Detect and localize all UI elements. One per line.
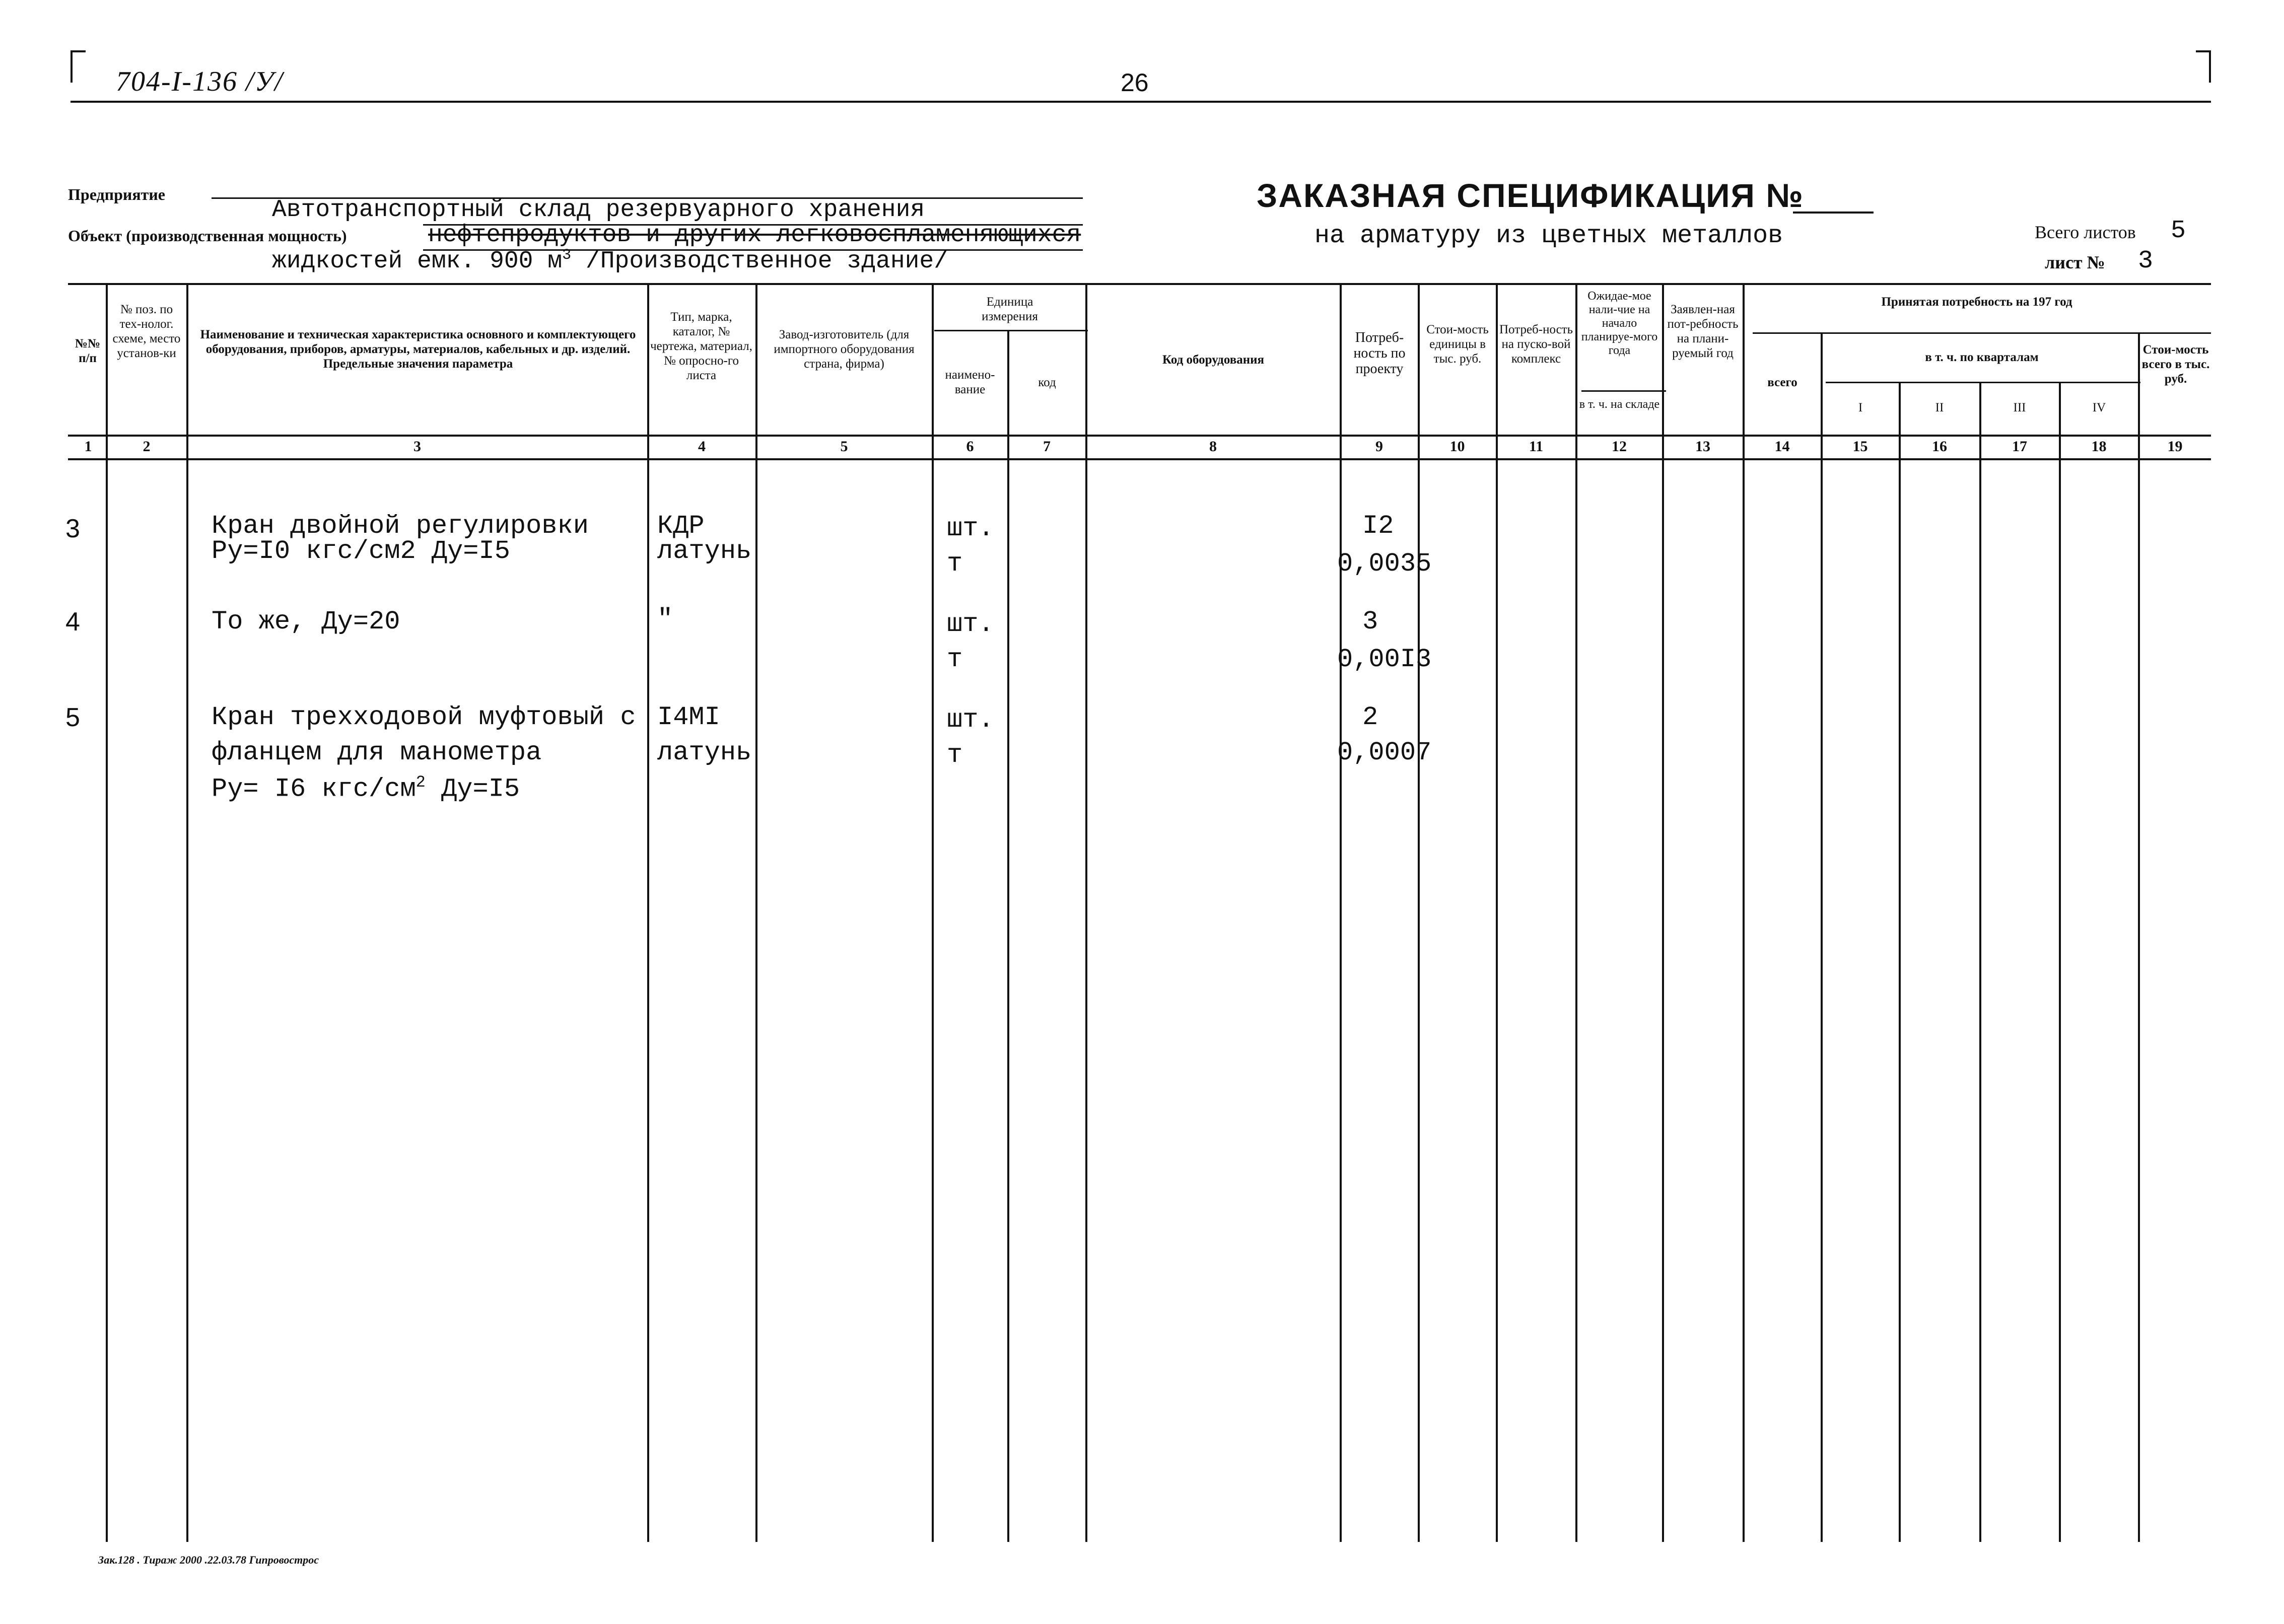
header-equipment-code: Код оборудования <box>1162 353 1265 367</box>
col-line-6 <box>1085 283 1087 1542</box>
colnum-14: 14 <box>1774 438 1790 455</box>
colnum-19: 19 <box>2167 438 2183 455</box>
row-5-name-3-sup: 2 <box>416 773 426 792</box>
row-5-unit-2: т <box>947 740 963 770</box>
header-rule <box>71 101 2211 103</box>
quarters-group-rule <box>1826 382 2140 383</box>
col-line-11 <box>1662 283 1664 1542</box>
object-line-2: нефтепродуктов и других легковоспламеняющихся <box>428 222 1081 249</box>
row-4-need-2: 0,00I3 <box>1337 645 1432 674</box>
object-line-3 <box>272 247 948 275</box>
colnum-12: 12 <box>1612 438 1627 455</box>
table-colnum-bottom-rule <box>68 458 2211 460</box>
spec-subtitle: на арматуру из цветных металлов <box>1314 222 1783 250</box>
object-line-3-tail: /Производственное здание/ <box>571 248 949 275</box>
header-total-cost: Стои-мость всего в тыс. руб. <box>2141 343 2210 386</box>
header-q1: I <box>1858 401 1863 414</box>
enterprise-label: Предприятие <box>68 185 165 203</box>
header-units-group: Единица измерения <box>982 295 1038 323</box>
row-5-name-3-tail: Ду=I5 <box>425 774 520 804</box>
colnum-15: 15 <box>1852 438 1868 455</box>
header-name: Наименование и техническая характеристика основного и комплектующего оборудования, приборов, арматуры, материалов, кабельных и др. изделий. Предельные значения параметра <box>200 328 636 371</box>
col-line-1 <box>186 283 188 1542</box>
colnum-6: 6 <box>966 438 974 455</box>
row-5-unit-1: шт. <box>947 705 994 735</box>
col-line-8 <box>1418 283 1420 1542</box>
colnum-4: 4 <box>698 438 706 455</box>
header-quarters-group: в т. ч. по кварталам <box>1925 350 2039 364</box>
col-line-3 <box>755 283 757 1542</box>
header-declared-need: Заявлен-ная пот-ребность на плани-руемый год <box>1667 303 1739 360</box>
header-type: Тип, марка, каталог, № чертежа, материал, № опросно-го листа <box>650 310 752 382</box>
row-5-need-2: 0,0007 <box>1337 738 1432 767</box>
header-unit-cost: Стои-мость единицы в тыс. руб. <box>1426 323 1489 366</box>
table-top-rule <box>68 283 2211 285</box>
header-expected-stock: Ожидае-мое нали-чие на начало планируе-мого года <box>1581 290 1658 357</box>
col-line-13 <box>1821 332 1823 1542</box>
col-line-14 <box>1899 382 1901 1542</box>
object-line-3-sup: 3 <box>562 247 572 264</box>
row-4-name-1: То же, Ду=20 <box>212 607 400 637</box>
header-need: Потреб-ность по проекту <box>1353 330 1406 377</box>
colnum-7: 7 <box>1043 438 1051 455</box>
colnum-8: 8 <box>1209 438 1217 455</box>
row-3-unit-1: шт. <box>947 514 994 543</box>
col-line-5 <box>1007 330 1009 1542</box>
header-num: №№ п/п <box>75 337 101 365</box>
header-unit-name: наимено-вание <box>945 368 995 396</box>
sheet-value: 3 <box>2138 247 2154 275</box>
header-position: № поз. по тех-нолог. схеме, место установ-ки <box>112 303 181 360</box>
row-3-name-1: Кран двойной регулировки <box>212 511 589 541</box>
row-5-name-3-text: Ру= I6 кгс/см <box>212 774 416 804</box>
colnum-3: 3 <box>413 438 421 455</box>
col-line-16 <box>2059 382 2061 1542</box>
row-4-unit-1: шт. <box>947 609 994 639</box>
col-line-4 <box>932 283 934 1542</box>
col-line-10 <box>1575 283 1577 1542</box>
row-5-need-1: 2 <box>1362 702 1378 732</box>
header-q3: III <box>2013 401 2026 414</box>
total-sheets-value: 5 <box>2171 217 2186 245</box>
header-q2: II <box>1935 401 1944 414</box>
row-5-name-2: фланцем для манометра <box>212 738 542 767</box>
header-manufacturer: Завод-изготовитель (для импортного оборудования страна, фирма) <box>774 328 915 371</box>
header-startup-need: Потреб-ность на пуско-вой комплекс <box>1499 323 1573 366</box>
row-4-need-1: 3 <box>1362 607 1378 637</box>
col-line-2 <box>647 283 649 1542</box>
row-5-num: 5 <box>65 703 80 732</box>
row-3-name-2: Ру=I0 кгс/см2 Ду=I5 <box>212 536 510 566</box>
col-line-0 <box>106 283 108 1542</box>
header-total: всего <box>1767 376 1797 389</box>
col-line-9 <box>1496 283 1498 1542</box>
object-line-3-text: жидкостей емк. 900 м <box>272 248 563 275</box>
colnum-5: 5 <box>840 438 848 455</box>
col-line-15 <box>1979 382 1981 1542</box>
col-line-7 <box>1340 283 1342 1542</box>
header-in-stock: в т. ч. на складе <box>1579 398 1660 411</box>
header-unit-code: код <box>1038 376 1056 389</box>
spec-title: ЗАКАЗНАЯ СПЕЦИФИКАЦИЯ № <box>1257 177 1804 214</box>
col-line-12 <box>1743 283 1745 1542</box>
row-4-unit-2: т <box>947 645 963 674</box>
row-3-unit-2: т <box>947 549 963 579</box>
row-5-type-1: I4MI <box>657 702 720 732</box>
object-label: Объект (производственная мощность) <box>68 227 347 245</box>
corner-mark-left <box>71 50 86 83</box>
row-3-need-2: 0,0035 <box>1337 549 1432 579</box>
spec-number-blank <box>1793 211 1874 214</box>
sheet-label: лист № <box>2045 252 2105 272</box>
colnum-9: 9 <box>1375 438 1383 455</box>
colnum-16: 16 <box>1932 438 1947 455</box>
units-group-rule <box>934 330 1088 331</box>
row-3-type-2: латунь <box>657 536 752 566</box>
row-3-need-1: I2 <box>1362 511 1394 541</box>
corner-mark-right <box>2196 50 2211 83</box>
object-line-1: Автотранспортный склад резервуарного хранения <box>272 196 925 224</box>
print-note: Зак.128 . Тираж 2000 .22.03.78 Гипровострос <box>98 1554 319 1566</box>
col-line-17 <box>2138 332 2140 1542</box>
colnum-11: 11 <box>1529 438 1544 455</box>
colnum-1: 1 <box>84 438 92 455</box>
header-q4: IV <box>2092 401 2106 414</box>
colnum-2: 2 <box>143 438 151 455</box>
header-accepted-group: Принятая потребность на 197 год <box>1881 295 2072 309</box>
row-5-type-2: латунь <box>657 738 752 767</box>
row-5-name-1: Кран трехходовой муфтовый с <box>212 702 636 732</box>
total-sheets-label: Всего листов <box>2035 222 2136 242</box>
row-5-name-3 <box>212 773 520 804</box>
colnum-17: 17 <box>2012 438 2027 455</box>
table-header-bottom-rule <box>68 435 2211 437</box>
colnum-10: 10 <box>1449 438 1465 455</box>
row-3-type-1: КДР <box>657 511 705 541</box>
row-4-num: 4 <box>65 607 80 637</box>
colnum-13: 13 <box>1695 438 1710 455</box>
row-3-num: 3 <box>65 514 80 543</box>
stock-split-rule <box>1581 390 1666 392</box>
row-4-type-1: " <box>657 604 673 634</box>
drawing-code: 704-I-136 /У/ <box>116 66 284 97</box>
page-number: 26 <box>1121 68 1149 97</box>
colnum-18: 18 <box>2091 438 2107 455</box>
